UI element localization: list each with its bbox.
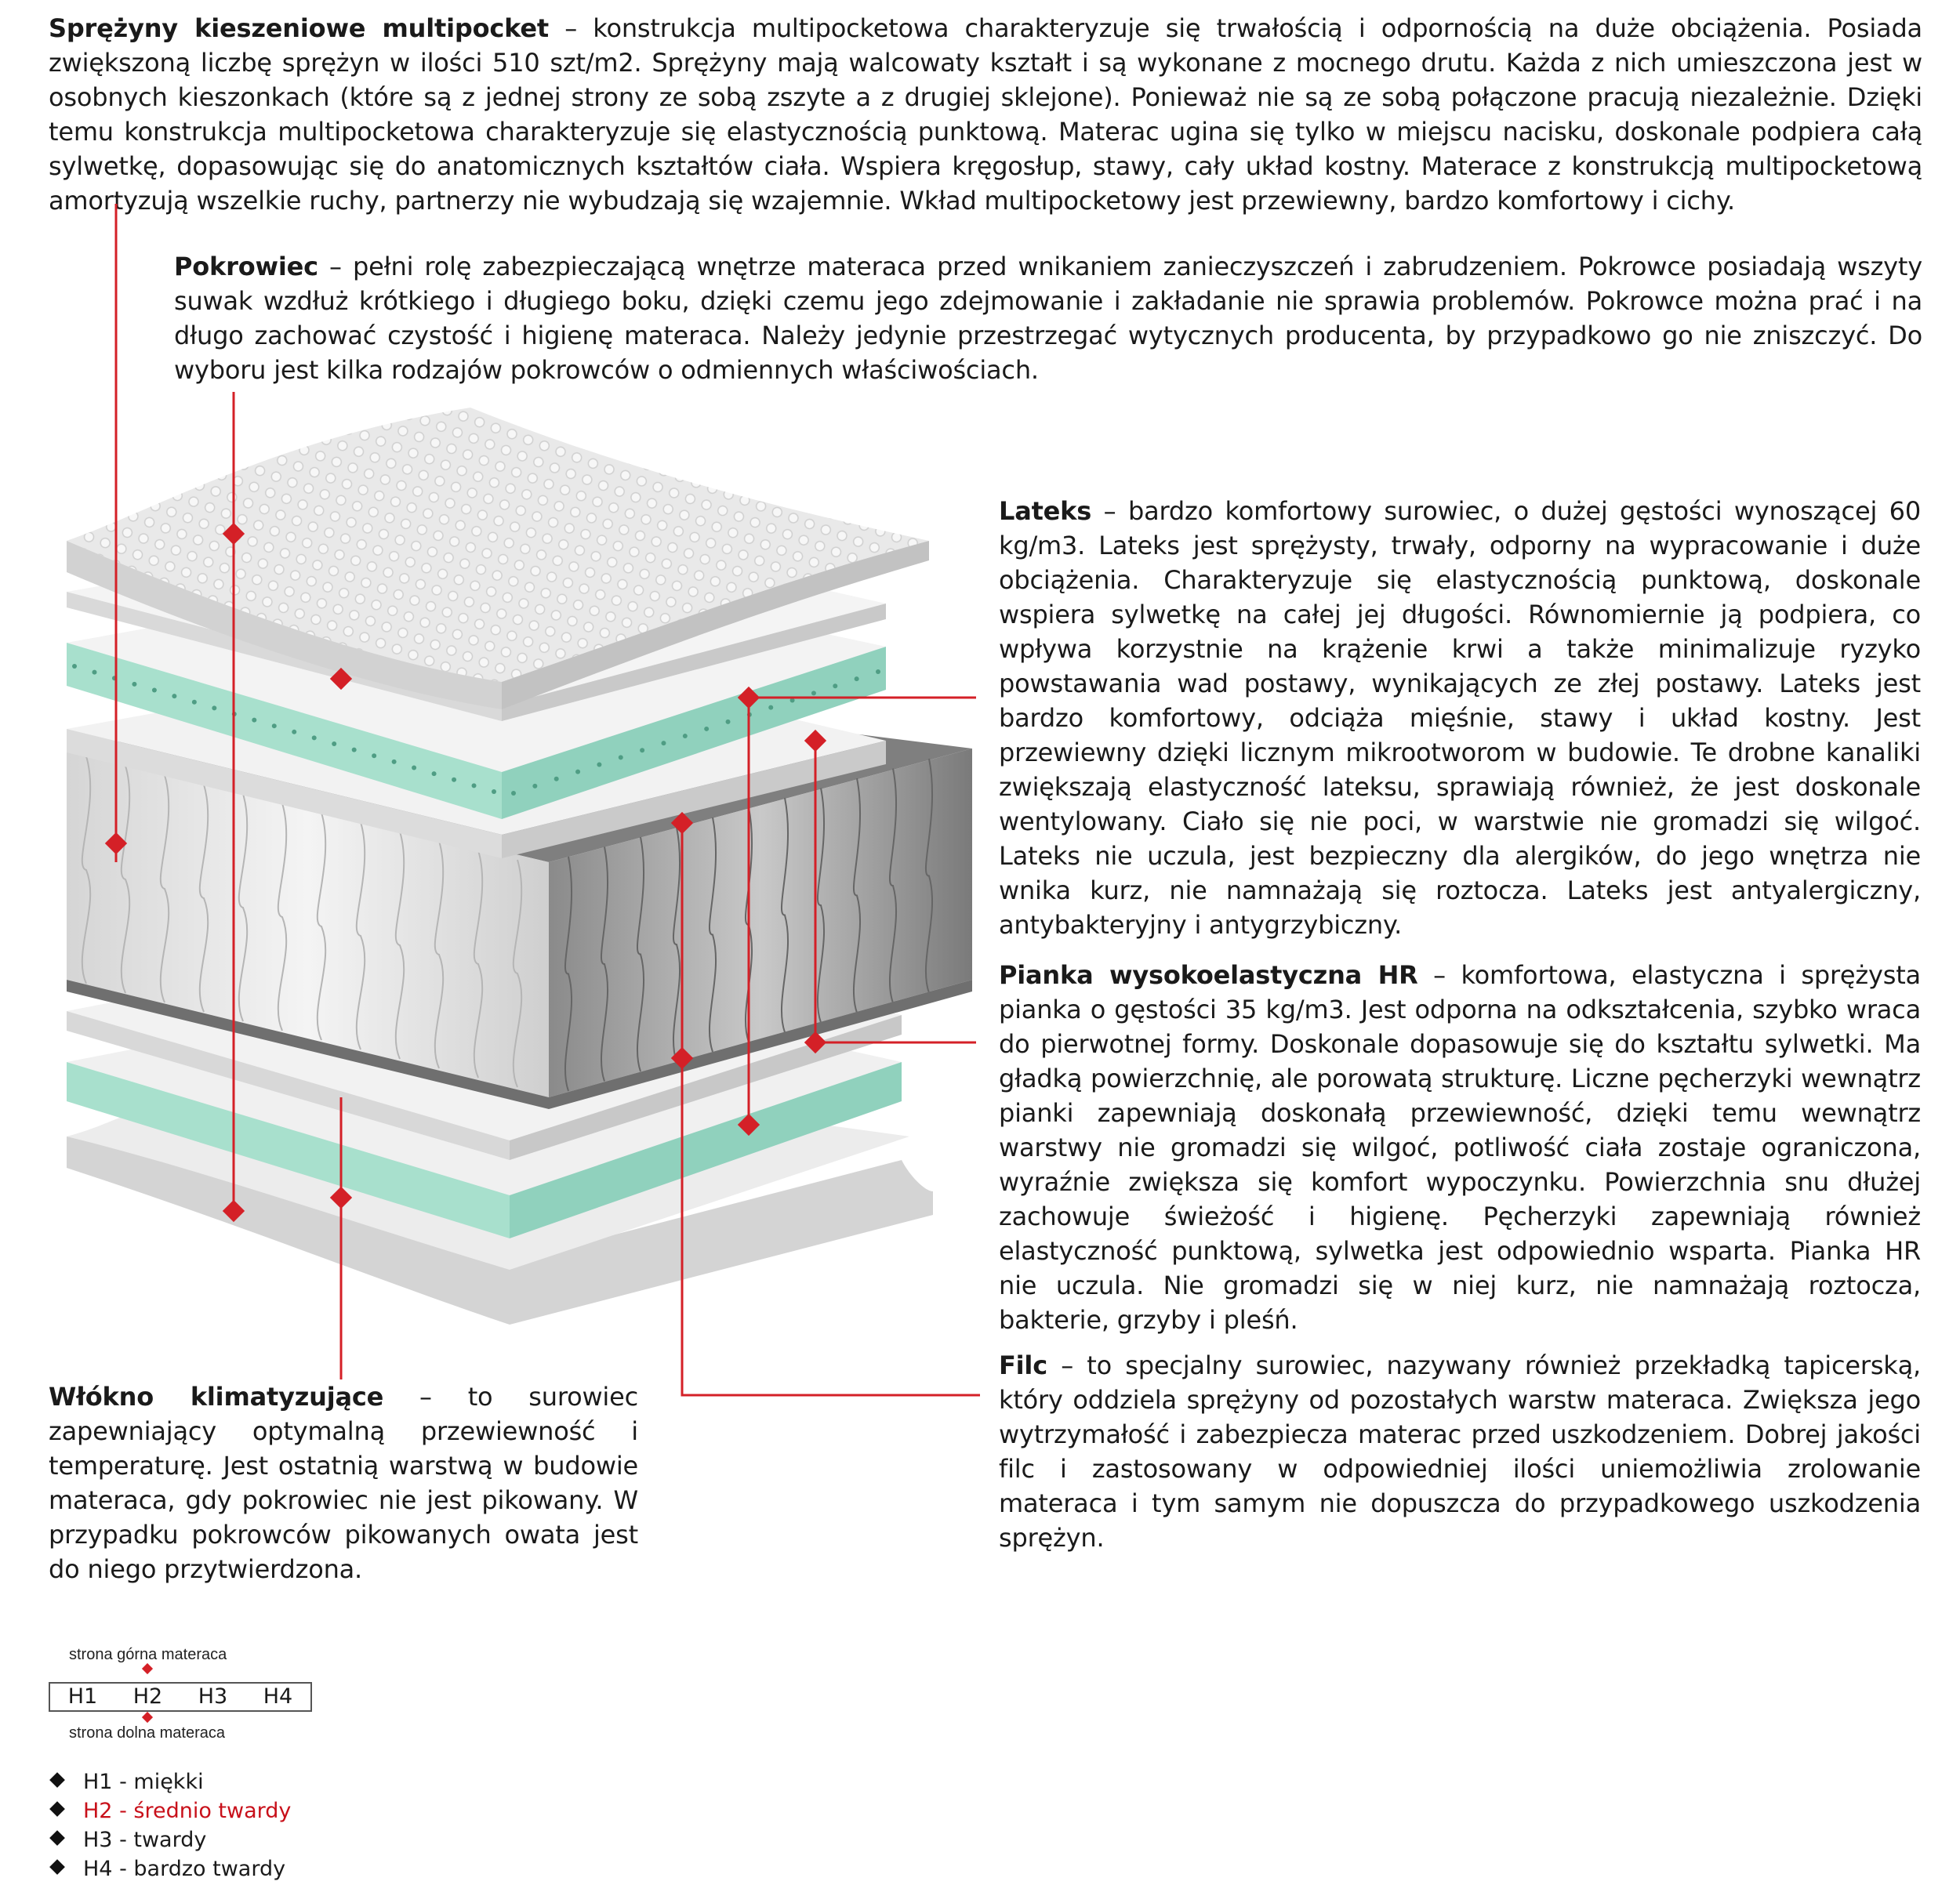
latex-body: – bardzo komfortowy surowiec, o dużej gęstości wynoszącej 60 kg/m3. Lateks jest sprężysty, trwały, odporny na wypracowanie i duże obciążenia. Charakteryzuje się elastycznością punktową, doskonale wspiera sylwetkę na całej jej długości. Równomiernie ją podpiera, co wpływa korzystnie na krążenie krwi a także minimalizuje ryzyko powstawania wad postawy, wynikających ze złej postawy. Lateks jest bardzo komfortowy, odciąża mięśnie, stawy i układ kostny. Jest przewiewny dzięki licznym mikrootworom w budowie. Te drobne kanaliki zwiększają elastyczność lateksu, sprawiają również, że jest doskonale wentylowany. Ciało się nie poci, w warstwie nie gromadzi się wilgoć. Lateks nie uczula, jest bezpieczny dla alergików, do jego wnętrza nie wnika kurz, nie namnażają się roztocza. Lateks jest antyalergiczny, antybakteryjny i antygrzybiczny. [999,496,1921,940]
cover-body: – pełni rolę zabezpieczającą wnętrze materaca przed wnikaniem zanieczyszczeń i zabrudzeniem. Pokrowce posiadają wszyty suwak wzdłuż krótkiego i długiego boku, dzięki czemu jego zdejmowanie i zakładanie nie sprawia problemów. Pokrowce można prać i na długo zachować czystość i higienę materaca. Należy jedynie przestrzegać wytycznych producenta, by przypadkowo go nie zniszczyć. Do wyboru jest kilka rodzajów pokrowców o odmiennych właściwościach. [174,252,1922,385]
diamond-bullet-icon [49,1772,65,1788]
latex-title: Lateks [999,496,1092,526]
felt-title: Filc [999,1350,1047,1380]
fiber-body: – to surowiec zapewniający optymalną przewiewność i temperaturę. Jest ostatnią warstwą w budowie materaca, gdy pokrowiec nie jest pikowany. W przypadku pokrowców pikowanych owata jest do niego przytwierdzona. [49,1382,638,1584]
hr-foam-title: Pianka wysokoelastyczna HR [999,960,1418,990]
diamond-bullet-icon [49,1859,65,1875]
diamond-bullet-icon [49,1801,65,1817]
diamond-bullet-icon [49,1830,65,1846]
felt-body: – to specjalny surowiec, nazywany również przekładką tapicerską, który oddziela sprężyny od pozostałych warstw materaca. Zwiększa jego wytrzymałość i zabezpiecza materac przed uszkodzeniem. Dobrej jakości filc i zastosowany w odpowiedniej ilości uniemożliwia zrolowanie materaca i tym samym nie dopuszcza do przypadkowego uszkodzenia sprężyn. [999,1350,1921,1553]
scale-h1: H1 [67,1684,98,1709]
hr-foam-body: – komfortowa, elastyczna i sprężysta pianka o gęstości 35 kg/m3. Jest odporna na odkształcenia, szybko wraca do pierwotnej formy. Doskonale dopasowuje się do kształtu sylwetki. Ma gładką powierzchnię, ale porowatą strukturę. Liczne pęcherzyki wewnątrz pianki zapewniają doskonałą przewiewność, dzięki temu wewnątrz warstwy nie gromadzi się wilgoć, potliwość ciała zostaje ograniczona, wyraźnie zwiększa się komfort wypoczynku. Powierzchnia snu dłużej zachowuje świeżość i higienę. Pęcherzyki zapewniają również elastyczność punktową, sylwetka jest odpowiednio wsparta. Pianka HR nie uczula. Nie gromadzi się w niej kurz, nie namnażają roztocza, bakterie, grzyby i pleśń. [999,960,1921,1335]
legend-item-h2: H2 - średnio twardy [47,1797,291,1825]
scale-top-label: strona górna materaca [69,1646,227,1663]
cover-title: Pokrowiec [174,252,318,281]
hardness-scale [49,1682,312,1712]
scale-bottom-label: strona dolna materaca [69,1724,226,1742]
intro-body: – konstrukcja multipocketowa charakteryzuje się trwałością i odpornością na duże obciążenia. Posiada zwiększoną liczbę sprężyn w ilości 510 szt/m2. Sprężyny mają walcowaty kształt i są wykonane z mocnego drutu. Każda z nich umieszczona jest w osobnych kieszonkach (które są z jednej strony ze sobą zszyte a z drugiej sklejone). Ponieważ nie są ze sobą połączone pracują niezależnie. Dzięki temu konstrukcja multipocketowa charakteryzuje się elastycznością punktową. Materac ugina się tylko w miejscu nacisku, doskonale podpiera całą sylwetkę, dopasowując się do anatomicznych kształtów ciała. Wspiera kręgosłup, stawy, cały układ kostny. Materace z konstrukcją multipocketową amortyzują wszelkie ruchy, partnerzy nie wybudzają się wzajemnie. Wkład multipocketowy jest przewiewny, bardzo komfortowy i cichy. [49,13,1922,216]
legend-item-h1: H1 - miękki [47,1768,204,1796]
intro-title: Sprężyny kieszeniowe multipocket [49,13,549,43]
scale-h4: H4 [263,1684,293,1709]
legend-item-h3: H3 - twardy [47,1826,206,1854]
scale-h3: H3 [198,1684,228,1709]
scale-h2: H2 [132,1684,163,1709]
fiber-title: Włókno klimatyzujące [49,1382,384,1412]
legend-item-h4: H4 - bardzo twardy [47,1855,285,1883]
